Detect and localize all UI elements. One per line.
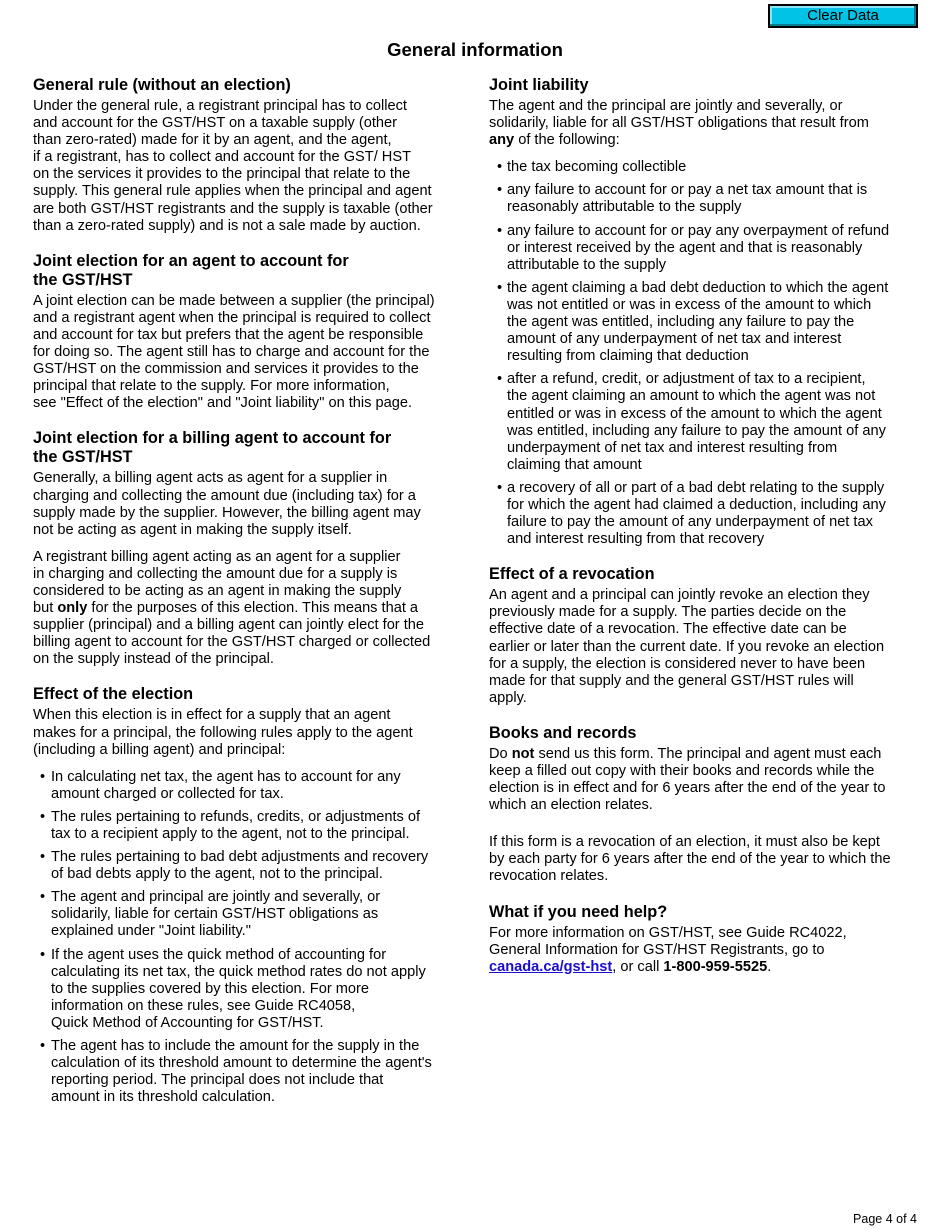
help-phone: 1-800-959-5525 bbox=[663, 958, 768, 975]
books-section bbox=[489, 724, 921, 886]
books-body-1-c: send us this form. The principal and agent must each keep a filled out copy with their books and records while the election is in effect and for 6 years after the end of the year to which an election relates. bbox=[489, 745, 886, 814]
books-heading: Books and records bbox=[489, 723, 637, 742]
help-body-c: . bbox=[767, 958, 772, 975]
list-item: • any failure to account for or pay any overpayment of refund or interest received by the agent and that is reasonably attributable to the supply bbox=[489, 223, 921, 274]
page-number: Page 4 of 4 bbox=[853, 1212, 917, 1226]
list-item: • In calculating net tax, the agent has to account for any amount charged or collected for tax. bbox=[33, 769, 465, 803]
revocation-body: An agent and a principal can jointly revoke an election they previously made for a supply. The parties decide on the effective date of a revocation. The effective date can be earlier or later than the current date. If you revoke an election for a supply, the election is considered never to have been made for that supply and the general GST/HST rules will apply. bbox=[489, 587, 885, 706]
help-body bbox=[489, 925, 921, 976]
list-item: • The rules pertaining to bad debt adjustments and recovery of bad debts apply to the agent, not to the principal. bbox=[33, 849, 465, 883]
joint-liability-heading: Joint liability bbox=[489, 76, 589, 94]
help-section bbox=[489, 903, 921, 976]
list-item: • The agent and principal are jointly and severally, or solidarily, liable for certain GST/HST obligations as explained under "Joint liability." bbox=[33, 889, 465, 940]
list-item: • any failure to account for or pay a net tax amount that is reasonably attributable to the supply bbox=[489, 182, 921, 216]
list-item: • the tax becoming collectible bbox=[489, 159, 921, 176]
joint-billing-body-2-a: A registrant billing agent acting as an agent for a supplier in charging and collecting the amount due for a supply is considered to be acting as an agent in making the supply but bbox=[33, 548, 402, 617]
list-item: • The agent has to include the amount for the supply in the calculation of its threshold amount to determine the agent's reporting period. The principal does not include that amount in its threshold calculation. bbox=[33, 1038, 465, 1106]
joint-billing-heading: Joint election for a billing agent to account for the GST/HST bbox=[33, 429, 392, 467]
gst-hst-link[interactable]: canada.ca/gst-hst bbox=[489, 958, 613, 975]
joint-agent-body: A joint election can be made between a supplier (the principal) and a registrant agent when the principal is required to collect and account for tax but prefers that the agent be responsible for doing so. The agent still has to charge and account for the GST/HST on the commission and services it provides to the principal that relate to the supply. For more information, see "Effect of the election" and "Joint liability" on this page. bbox=[33, 292, 435, 412]
joint-liability-intro bbox=[489, 98, 921, 149]
help-heading: What if you need help? bbox=[489, 902, 668, 921]
joint-liability-intro-a: The agent and the principal are jointly and severally, or solidarily, liable for all GST/HST obligations that result from bbox=[489, 98, 869, 132]
list-item: • The rules pertaining to refunds, credits, or adjustments of tax to a recipient apply to the agent, not to the principal. bbox=[33, 809, 465, 843]
books-body-2: If this form is a revocation of an election, it must also be kept by each party for 6 years after the end of the year to which the revocation relates. bbox=[489, 834, 891, 885]
books-body-1-a: Do bbox=[489, 745, 512, 762]
joint-agent-section bbox=[33, 252, 465, 413]
effect-election-intro: When this election is in effect for a supply that an agent makes for a principal, the following rules apply to the agent (including a billing agent) and principal: bbox=[33, 707, 413, 758]
effect-election-list bbox=[33, 769, 465, 1107]
joint-billing-body-2 bbox=[33, 549, 465, 669]
books-body-1 bbox=[489, 746, 921, 814]
clear-data-button[interactable]: Clear Data bbox=[768, 4, 918, 28]
revocation-section bbox=[489, 565, 921, 707]
effect-election-section bbox=[33, 685, 465, 1106]
list-item: • after a refund, credit, or adjustment of tax to a recipient, the agent claiming an amount to which the agent was not entitled or was in excess of the amount to which the agent was entitled, including any failure to pay the amount of any underpayment of net tax and interest resulting from claiming that amount bbox=[489, 371, 921, 474]
paragraph-spacer bbox=[489, 824, 921, 834]
joint-agent-heading: Joint election for an agent to account for the GST/HST bbox=[33, 251, 349, 289]
joint-billing-section bbox=[33, 429, 465, 668]
list-item: • the agent claiming a bad debt deduction to which the agent was not entitled or was in excess of the amount to which the agent was entitled, including any failure to pay the amount of any underpayment of net tax and interest resulting from claiming that deduction bbox=[489, 280, 921, 365]
joint-liability-emphasis: any bbox=[489, 132, 515, 149]
general-rule-section bbox=[33, 76, 465, 235]
general-rule-heading: General rule (without an election) bbox=[33, 76, 291, 94]
help-body-b: , or call bbox=[612, 958, 664, 975]
left-column bbox=[33, 76, 465, 1123]
list-item: • a recovery of all or part of a bad debt relating to the supply for which the agent had claimed a deduction, including any failure to pay the amount of any underpayment of net tax and interest resulting from that recovery bbox=[489, 480, 921, 548]
page-title: General information bbox=[387, 39, 563, 60]
general-rule-body: Under the general rule, a registrant principal has to collect and account for the GST/HST on a taxable supply (other than zero-rated) made for it by an agent, and the agent, if a registrant, has to collect and account for the GST/ HST on the services it provides to the principal that relate to the supply. This general rule applies when the principal and agent are both GST/HST registrants and the supply is taxable (other than a zero-rated supply) and is not a sale made by auction. bbox=[33, 98, 433, 234]
joint-liability-list bbox=[489, 159, 921, 548]
joint-billing-emphasis: only bbox=[57, 600, 88, 617]
help-body-a: For more information on GST/HST, see Guide RC4022, General Information for GST/HST Registrants, go to bbox=[489, 924, 847, 958]
effect-election-heading: Effect of the election bbox=[33, 685, 194, 704]
joint-liability-intro-c: of the following: bbox=[514, 132, 620, 149]
joint-liability-section bbox=[489, 76, 921, 548]
revocation-heading: Effect of a revocation bbox=[489, 565, 655, 584]
right-column bbox=[489, 76, 921, 993]
books-emphasis: not bbox=[511, 745, 535, 762]
joint-billing-body-1: Generally, a billing agent acts as agent for a supplier in charging and collecting the amount due (including tax) for a supply made by the supplier. However, the billing agent may not be acting as agent in making the supply itself. bbox=[33, 470, 421, 538]
joint-billing-body-2-c: for the purposes of this election. This means that a supplier (principal) and a billing agent can jointly elect for the billing agent to account for the GST/HST charged or collected on the supply instead of the principal. bbox=[33, 600, 431, 668]
list-item: • If the agent uses the quick method of accounting for calculating its net tax, the quick method rates do not apply to the supplies covered by this election. For more information on these rules, see Guide RC4058, Quick Method of Accounting for GST/HST. bbox=[33, 947, 465, 1032]
